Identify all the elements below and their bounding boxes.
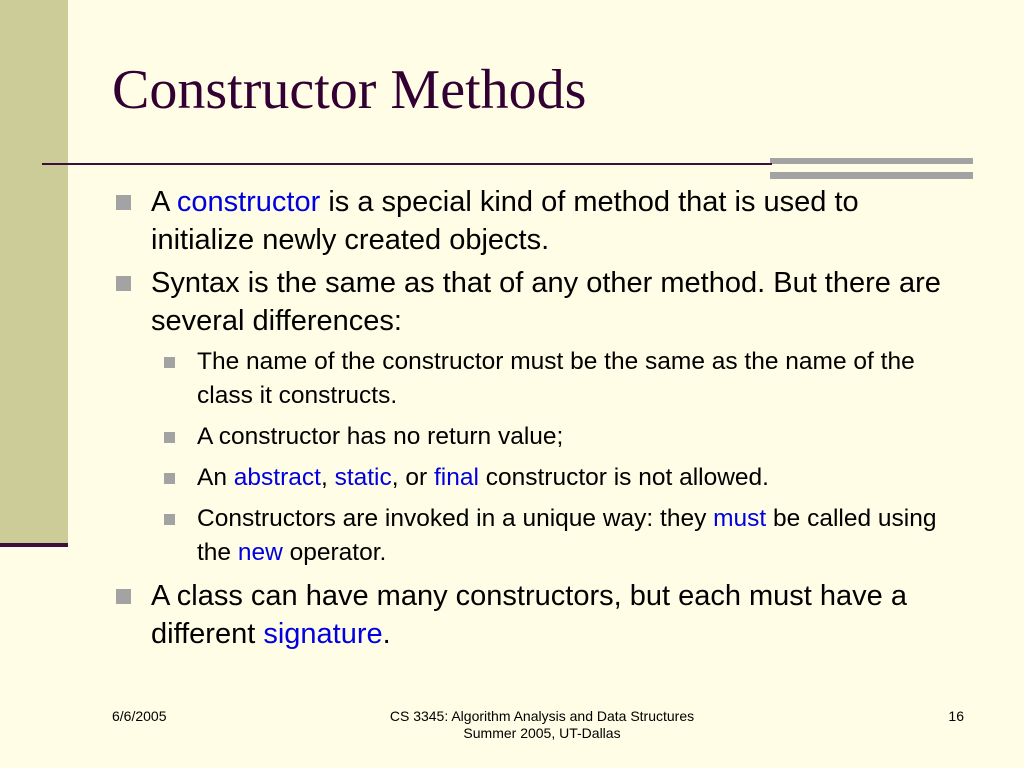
bullet-square-icon bbox=[164, 514, 175, 525]
keyword-text: constructor bbox=[176, 186, 321, 218]
bullet-item bbox=[116, 183, 966, 259]
footer-course-line1: CS 3345: Algorithm Analysis and Data Structures bbox=[389, 708, 695, 724]
bullet-text: A constructor has no return value; bbox=[197, 423, 564, 450]
bullet-text: A class can have many constructors, but each must have a different bbox=[151, 580, 907, 650]
bullet-text: operator. bbox=[282, 539, 387, 566]
keyword-text: must bbox=[713, 505, 767, 532]
bullet-list bbox=[116, 183, 966, 658]
keyword-text: final bbox=[433, 464, 479, 491]
sidebar-band bbox=[0, 0, 68, 545]
bullet-text: A bbox=[151, 186, 177, 218]
title-accent-bar bbox=[770, 158, 973, 164]
keyword-text: new bbox=[237, 539, 283, 566]
bullet-square-icon bbox=[164, 357, 175, 368]
footer-page-number: 16 bbox=[948, 708, 964, 724]
bullet-square-icon bbox=[164, 432, 175, 443]
bullet-text: Constructors are invoked in a unique way: they bbox=[197, 505, 714, 532]
bullet-square-icon bbox=[116, 195, 131, 210]
bullet-item bbox=[116, 577, 966, 653]
keyword-text: static bbox=[334, 464, 392, 491]
bullet-text: Syntax is the same as that of any other method. But there are several differences: bbox=[151, 267, 941, 337]
title-accent-bar-lower bbox=[770, 172, 973, 179]
sub-bullet-item bbox=[162, 502, 966, 570]
footer-course bbox=[362, 708, 722, 742]
bullet-text: , bbox=[320, 464, 335, 491]
sidebar-divider bbox=[0, 543, 68, 547]
keyword-text: signature bbox=[263, 618, 383, 650]
bullet-text: The name of the constructor must be the same as the name of the class it constructs. bbox=[197, 348, 915, 409]
bullet-text: be called using the bbox=[197, 505, 937, 566]
slide-title: Constructor Methods bbox=[112, 59, 587, 121]
footer-course-line2: Summer 2005, UT-Dallas bbox=[463, 725, 621, 741]
bullet-text: constructor is not allowed. bbox=[478, 464, 769, 491]
bullet-text: . bbox=[382, 618, 391, 650]
footer-date: 6/6/2005 bbox=[112, 708, 167, 724]
bullet-square-icon bbox=[116, 589, 131, 604]
keyword-text: abstract bbox=[233, 464, 321, 491]
sub-bullet-item bbox=[162, 420, 966, 454]
bullet-item bbox=[116, 264, 966, 340]
bullet-square-icon bbox=[164, 473, 175, 484]
bullet-square-icon bbox=[116, 276, 131, 291]
bullet-text: , or bbox=[391, 464, 434, 491]
sub-bullet-item bbox=[162, 461, 966, 495]
bullet-text: An bbox=[197, 464, 234, 491]
bullet-text: is a special kind of method that is used to initialize newly created objects. bbox=[151, 186, 859, 256]
title-divider bbox=[42, 163, 772, 165]
sub-bullet-item bbox=[162, 345, 966, 413]
